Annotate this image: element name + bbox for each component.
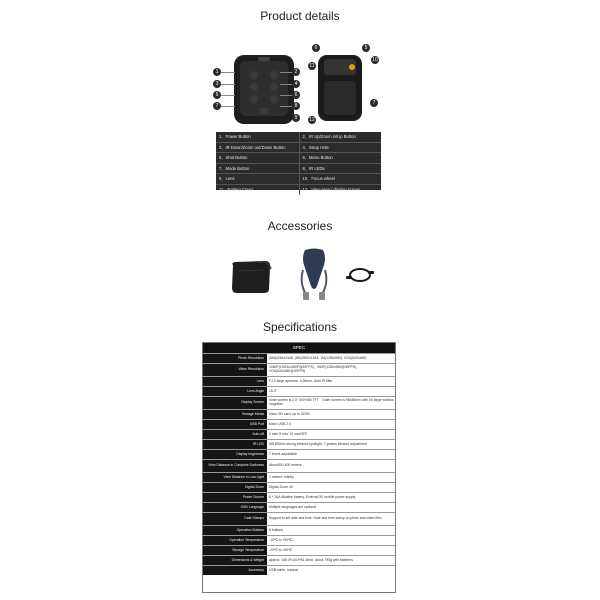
part-label: 8、IR LEDs	[299, 164, 382, 174]
spec-value: Inner screen is 2.0" 640*480 TFT Outer screen is 96x48mm with 6X large window magnifier	[267, 397, 395, 409]
spec-key: Storage Media	[203, 410, 267, 419]
part-label: 4、Strap Hole	[299, 143, 382, 153]
spec-row	[203, 429, 395, 439]
spec-key: Power Source	[203, 493, 267, 502]
callout-front-8: 9	[292, 114, 300, 122]
spec-key: Digital Zoom	[203, 483, 267, 492]
spec-key: View Distance in Complete Darkness	[203, 460, 267, 472]
callout-back-7: 7	[370, 99, 378, 107]
spec-row	[203, 353, 395, 363]
spec-row	[203, 482, 395, 492]
spec-value: 8 buttons	[267, 526, 395, 535]
callout-front-6: 4	[292, 80, 300, 88]
parts-table	[216, 132, 381, 190]
spec-row	[203, 502, 395, 512]
spec-key: Display Screen	[203, 397, 267, 409]
parts-row	[216, 174, 381, 185]
spec-table-header: SPEC	[203, 343, 395, 353]
spec-row	[203, 535, 395, 545]
spec-value: 18.3°	[267, 387, 395, 396]
spec-key: Accessory	[203, 566, 267, 575]
spec-row	[203, 376, 395, 386]
spec-key: Operation Buttons	[203, 526, 267, 535]
spec-row	[203, 459, 395, 472]
callout-back-11: 11	[309, 63, 315, 69]
parts-row	[216, 132, 381, 143]
spec-key: Storage Temperature	[203, 546, 267, 555]
spec-value: Support to set date and time. Date and time stamp on photo and video files	[267, 513, 395, 525]
spec-value: Micro SD card, up to 32GB	[267, 410, 395, 419]
callout-back-6: 6	[312, 44, 320, 52]
callout-front-1: 1	[213, 68, 221, 76]
parts-row	[216, 153, 381, 164]
spec-value: 3 min/ 5 min/ 10 min/OFF	[267, 430, 395, 439]
spec-key: Lens	[203, 377, 267, 386]
device-back-image	[316, 53, 364, 123]
part-label: 10、Focus wheel	[299, 174, 382, 184]
spec-key: Date Stamps	[203, 513, 267, 525]
spec-row	[203, 492, 395, 502]
callout-front-9: 8	[292, 102, 300, 110]
spec-row	[203, 363, 395, 376]
spec-key: Operation Temperature	[203, 536, 267, 545]
spec-row	[203, 472, 395, 482]
spec-value: -10℃ to +50℃	[267, 536, 395, 545]
spec-key: USB Port	[203, 420, 267, 429]
parts-row	[216, 164, 381, 175]
device-front-image	[232, 53, 296, 126]
spec-value: 8W 850nm strong infrared spotlight, 7 grades infrared adjustment	[267, 440, 395, 449]
spec-row	[203, 555, 395, 565]
callout-front-7: 6	[292, 91, 300, 99]
spec-key: View Distance in Low Light	[203, 473, 267, 482]
spec-row	[203, 525, 395, 535]
spec-key: Lens Angle	[203, 387, 267, 396]
spec-row	[203, 439, 395, 449]
spec-value: F1.0 large aperture, f=35mm, Auto IR filter	[267, 377, 395, 386]
spec-key: IR LED	[203, 440, 267, 449]
spec-value: USB cable, manual	[267, 566, 395, 575]
spec-key: Dimensions & Weight	[203, 556, 267, 565]
spec-key: Video Resolution	[203, 364, 267, 376]
spec-row	[203, 386, 395, 396]
usb-cable-image	[344, 266, 376, 284]
spec-value: 7 levels adjustable	[267, 450, 395, 459]
spec-key: OSD Language	[203, 503, 267, 512]
spec-row	[203, 419, 395, 429]
spec-row	[203, 565, 395, 575]
spec-row	[203, 512, 395, 525]
part-label: 7、Mode Button	[219, 165, 250, 171]
spec-row	[203, 545, 395, 555]
parts-row	[216, 185, 381, 195]
spec-row	[203, 409, 395, 419]
part-label: 3、IR Down/Zoom out/Down Button	[219, 144, 286, 150]
spec-value: Digital Zoom 4X	[267, 483, 395, 492]
callout-back-5: 5	[362, 44, 370, 52]
heading-accessories: Accessories	[267, 219, 333, 233]
spec-row	[203, 449, 395, 459]
part-label: 9、Lens	[219, 176, 235, 182]
spec-key: Auto off	[203, 430, 267, 439]
spec-value: Multiple languages are optional	[267, 503, 395, 512]
part-label: 5、Shot Button	[219, 155, 248, 161]
part-label: 6、Menu Button	[299, 153, 382, 163]
spec-value: About300-400 meters	[267, 460, 395, 472]
parts-row	[216, 143, 381, 154]
spec-key: Photo Resolution	[203, 354, 267, 363]
spec-key: Display brightness	[203, 450, 267, 459]
spec-value: -20℃ to +60℃	[267, 546, 395, 555]
spec-value: Micro USB 2.0	[267, 420, 395, 429]
part-label: 12、View Area / display screen	[299, 185, 382, 195]
spec-value: 1080P(1920x1080P@30FPS)、960P(1280x960@30FPS)、VGA(640x480@30FPS)	[267, 364, 395, 376]
callout-front-4: 7	[213, 102, 221, 110]
callout-back-12: 12	[309, 117, 315, 123]
spec-row	[203, 396, 395, 409]
part-label: 1、Power Button	[219, 134, 251, 139]
callout-back-10: 10	[372, 57, 378, 63]
callout-front-2: 3	[213, 80, 221, 88]
callout-front-3: 5	[213, 91, 221, 99]
spec-value: (8M)3264x2448, (5M)2592x1944, 1M(1280x960), VGA(640x480)	[267, 354, 395, 363]
callout-front-5: 2	[292, 68, 300, 76]
neck-strap-image	[293, 246, 335, 304]
spec-value: 1 meters~infinity	[267, 473, 395, 482]
part-label: 11、Battery Cover	[219, 186, 254, 192]
spec-table	[202, 342, 396, 593]
spec-value: 8 * 2AA Alkaline battery, External 5V mobile power supply	[267, 493, 395, 502]
part-label: 2、IR Up/Zoom in/Up Button	[299, 132, 382, 142]
carry-bag-image	[229, 259, 273, 295]
spec-value: approx. 185.3*144.9*61.5mm, about 795g with batteries	[267, 556, 395, 565]
heading-specifications: Specifications	[262, 320, 338, 334]
heading-product-details: Product details	[260, 9, 340, 23]
